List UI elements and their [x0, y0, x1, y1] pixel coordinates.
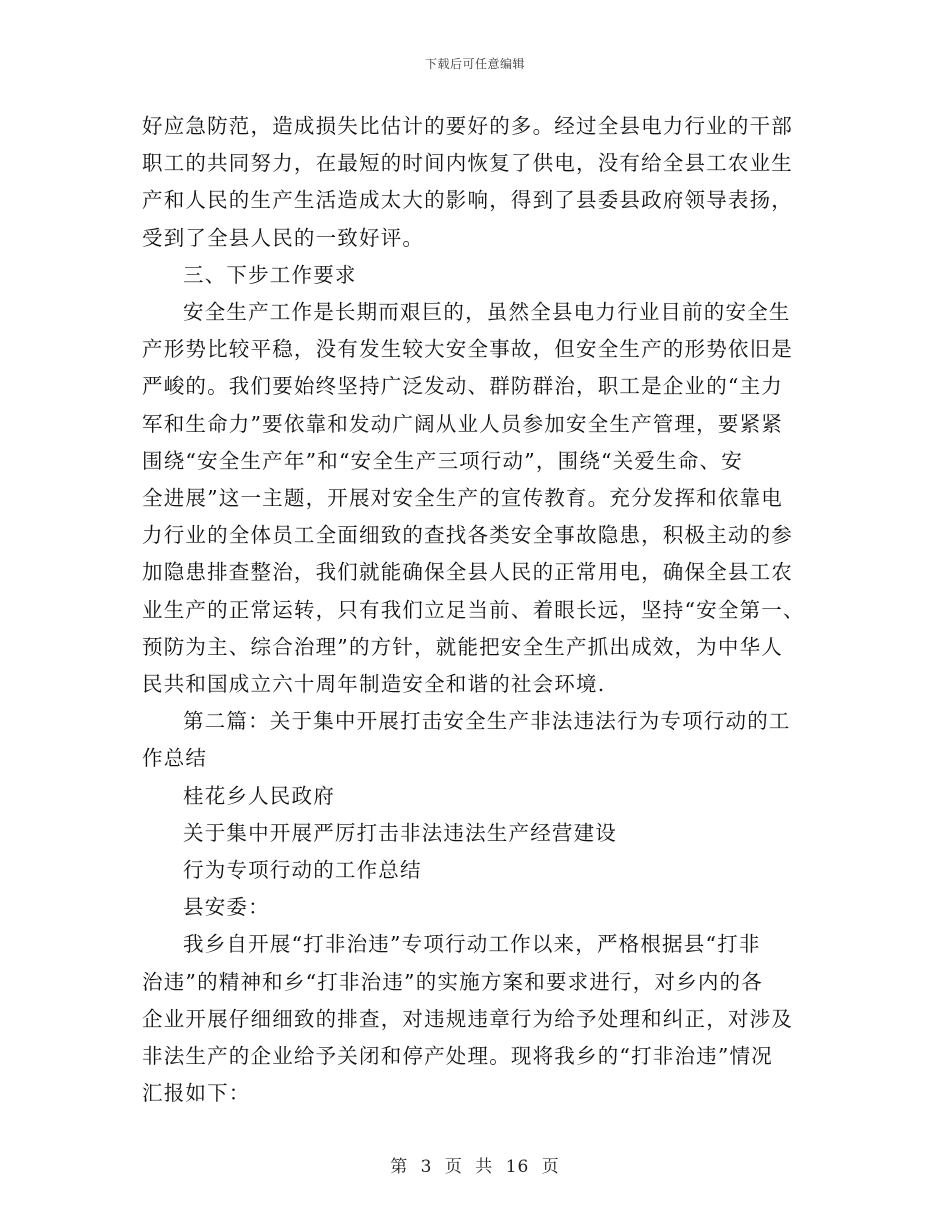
- page-number-footer: 第 3 页 共 16 页: [390, 1157, 560, 1177]
- body-text-line: 非法生产的企业给予关闭和停产处理。现将我乡的“打非治违”情况: [142, 1044, 773, 1069]
- body-text-line: 安全生产工作是长期而艰巨的，虽然全县电力行业目前的安全生: [183, 300, 791, 325]
- body-text-line: 全进展”这一主题，开展对安全生产的宣传教育。充分发挥和依靠电: [142, 486, 783, 511]
- body-text-line: 围绕“安全生产年”和“安全生产三项行动”，围绕“关爱生命、安: [142, 448, 743, 473]
- body-text-line: 加隐患排查整治，我们就能确保全县人民的正常用电，确保全县工农: [142, 560, 793, 585]
- body-text-line: 桂花乡人民政府: [183, 783, 335, 808]
- body-text-line: 治违”的精神和乡“打非治违”的实施方案和要求进行，对乡内的各: [142, 969, 763, 994]
- body-text-line: 汇报如下：: [142, 1081, 251, 1106]
- body-text-line: 职工的共同努力，在最短的时间内恢复了供电，没有给全县工农业生: [142, 151, 793, 176]
- body-text-line: 第二篇：关于集中开展打击安全生产非法违法行为专项行动的工: [183, 709, 791, 734]
- body-text-line: 我乡自开展“打非治违”专项行动工作以来，严格根据县“打非: [183, 932, 761, 957]
- body-text-line: 产和人民的生产生活造成太大的影响，得到了县委县政府领导表扬，: [142, 188, 793, 213]
- body-text-line: 行为专项行动的工作总结: [183, 858, 422, 883]
- body-text-line: 作总结: [142, 746, 208, 771]
- body-text-line: 严峻的。我们要始终坚持广泛发动、群防群治，职工是企业的“主力: [142, 374, 783, 399]
- body-text-line: 产形势比较平稳，没有发生较大安全事故，但安全生产的形势依旧是: [142, 337, 793, 362]
- body-text-line: 业生产的正常运转，只有我们立足当前、着眼长远，坚持“安全第一、: [142, 597, 805, 622]
- body-text-line: 预防为主、综合治理”的方针，就能把安全生产抓出成效，为中华人: [142, 634, 783, 659]
- body-text-line: 关于集中开展严厉打击非法违法生产经营建设: [183, 820, 617, 845]
- body-text-line: 受到了全县人民的一致好评。: [142, 225, 425, 250]
- document-body: [142, 108, 807, 1112]
- body-text-line: 民共和国成立六十周年制造安全和谐的社会环境.: [142, 672, 606, 697]
- page-header-note: 下载后可任意编辑: [424, 57, 525, 71]
- body-text-line: 县安委：: [183, 895, 270, 920]
- body-text-line: 企业开展仔细细致的排查，对违规违章行为给予处理和纠正，对涉及: [142, 1006, 793, 1031]
- body-text-line: 军和生命力”要依靠和发动广阔从业人员参加安全生产管理，要紧紧: [142, 411, 783, 436]
- body-text-line: 三、下步工作要求: [183, 262, 357, 287]
- body-text-line: 好应急防范，造成损失比估计的要好的多。经过全县电力行业的干部: [142, 114, 793, 138]
- body-text-line: 力行业的全体员工全面细致的查找各类安全事故隐患，积极主动的参: [142, 523, 793, 548]
